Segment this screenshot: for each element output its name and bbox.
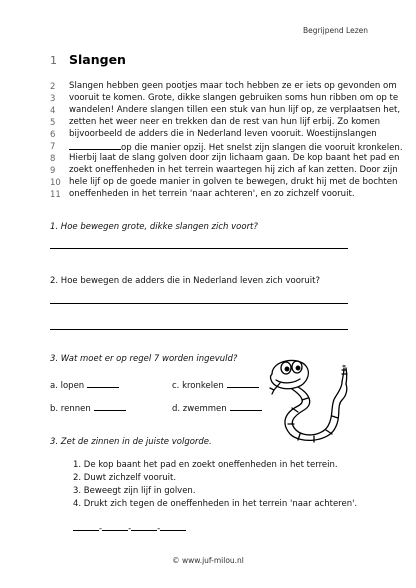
option-c[interactable] bbox=[172, 379, 259, 391]
text-line: oneffenheden in het terrein 'naar achteren', en zo zichzelf vooruit. bbox=[69, 189, 355, 199]
option-c-underline bbox=[227, 379, 259, 388]
order-answer-line bbox=[73, 522, 186, 534]
order-separator: - bbox=[128, 524, 132, 534]
option-a-underline bbox=[87, 379, 119, 388]
option-d-label: d. zwemmen bbox=[172, 404, 227, 414]
title-line-number: 1 bbox=[50, 54, 57, 67]
page-title: Slangen bbox=[69, 52, 126, 67]
order-answer-slot-1[interactable] bbox=[73, 522, 99, 531]
option-a[interactable] bbox=[50, 379, 119, 391]
option-b-label: b. rennen bbox=[50, 404, 91, 414]
option-a-label: a. lopen bbox=[50, 381, 85, 391]
text-line: bijvoorbeeld de adders die in Nederland leven vooruit. Woestijnslangen bbox=[69, 129, 377, 139]
line-number: 9 bbox=[50, 166, 56, 176]
order-item-4: 4. Drukt zich tegen de oneffenheden in het terrein 'naar achteren'. bbox=[73, 499, 358, 509]
text-line: Slangen hebben geen pootjes maar toch hebben ze er iets op gevonden om bbox=[69, 81, 397, 91]
order-item-3: 3. Beweegt zijn lijf in golven. bbox=[73, 486, 196, 496]
order-answer-slot-2[interactable] bbox=[102, 522, 128, 531]
option-b-underline bbox=[94, 402, 126, 411]
line-number: 5 bbox=[50, 118, 56, 128]
answer-line-1[interactable] bbox=[50, 248, 348, 249]
line-number: 3 bbox=[50, 94, 56, 104]
text-line-remainder: op die manier opzij. Het snelst zijn slangen die vooruit kronkelen. bbox=[121, 143, 403, 153]
order-separator: - bbox=[99, 524, 103, 534]
question-2: 2. Hoe bewegen de adders die in Nederland leven zich vooruit? bbox=[50, 276, 320, 286]
text-line: zetten het weer neer en trekken dan de rest van hun lijf erbij. Zo komen bbox=[69, 117, 381, 127]
text-line-with-blank bbox=[69, 141, 403, 153]
question-4: 3. Zet de zinnen in de juiste volgorde. bbox=[50, 437, 212, 447]
line-number: 10 bbox=[50, 178, 61, 188]
question-1: 1. Hoe bewegen grote, dikke slangen zich voort? bbox=[50, 222, 258, 232]
option-c-label: c. kronkelen bbox=[172, 381, 224, 391]
text-line: Hierbij laat de slang golven door zijn lichaam gaan. De kop baant het pad en bbox=[69, 153, 400, 163]
line-number: 6 bbox=[50, 130, 56, 140]
header-label: Begrijpend Lezen bbox=[302, 26, 368, 35]
line-number: 7 bbox=[50, 142, 56, 152]
text-line: hele lijf op de goede manier in golven te bewegen, drukt hij met de bochten bbox=[69, 177, 398, 187]
answer-line-2a[interactable] bbox=[50, 303, 348, 304]
option-d[interactable] bbox=[172, 402, 262, 414]
option-b[interactable] bbox=[50, 402, 126, 414]
order-answer-slot-3[interactable] bbox=[131, 522, 157, 531]
order-separator: - bbox=[157, 524, 161, 534]
text-line: zoekt oneffenheden in het terrein waartegen hij zich af kan zetten. Door zijn bbox=[69, 165, 398, 175]
snake-illustration bbox=[258, 350, 354, 446]
line-number: 11 bbox=[50, 190, 61, 200]
order-answer-slot-4[interactable] bbox=[160, 522, 186, 531]
order-item-2: 2. Duwt zichzelf vooruit. bbox=[73, 473, 177, 483]
fill-in-blank[interactable] bbox=[69, 141, 121, 150]
order-item-1: 1. De kop baant het pad en zoekt oneffenheden in het terrein. bbox=[73, 460, 338, 470]
text-line: vooruit te komen. Grote, dikke slangen gebruiken soms hun ribben om op te bbox=[69, 93, 399, 103]
line-number: 4 bbox=[50, 106, 56, 116]
line-number: 8 bbox=[50, 154, 56, 164]
answer-line-2b[interactable] bbox=[50, 329, 348, 330]
question-3: 3. Wat moet er op regel 7 worden ingevuld? bbox=[50, 354, 238, 364]
option-d-underline bbox=[230, 402, 262, 411]
text-line: wandelen! Andere slangen tillen een stuk van hun lijf op, ze verplaatsen het, bbox=[69, 105, 401, 115]
line-number: 2 bbox=[50, 82, 56, 92]
footer-copyright: © www.juf-milou.nl bbox=[172, 556, 244, 565]
